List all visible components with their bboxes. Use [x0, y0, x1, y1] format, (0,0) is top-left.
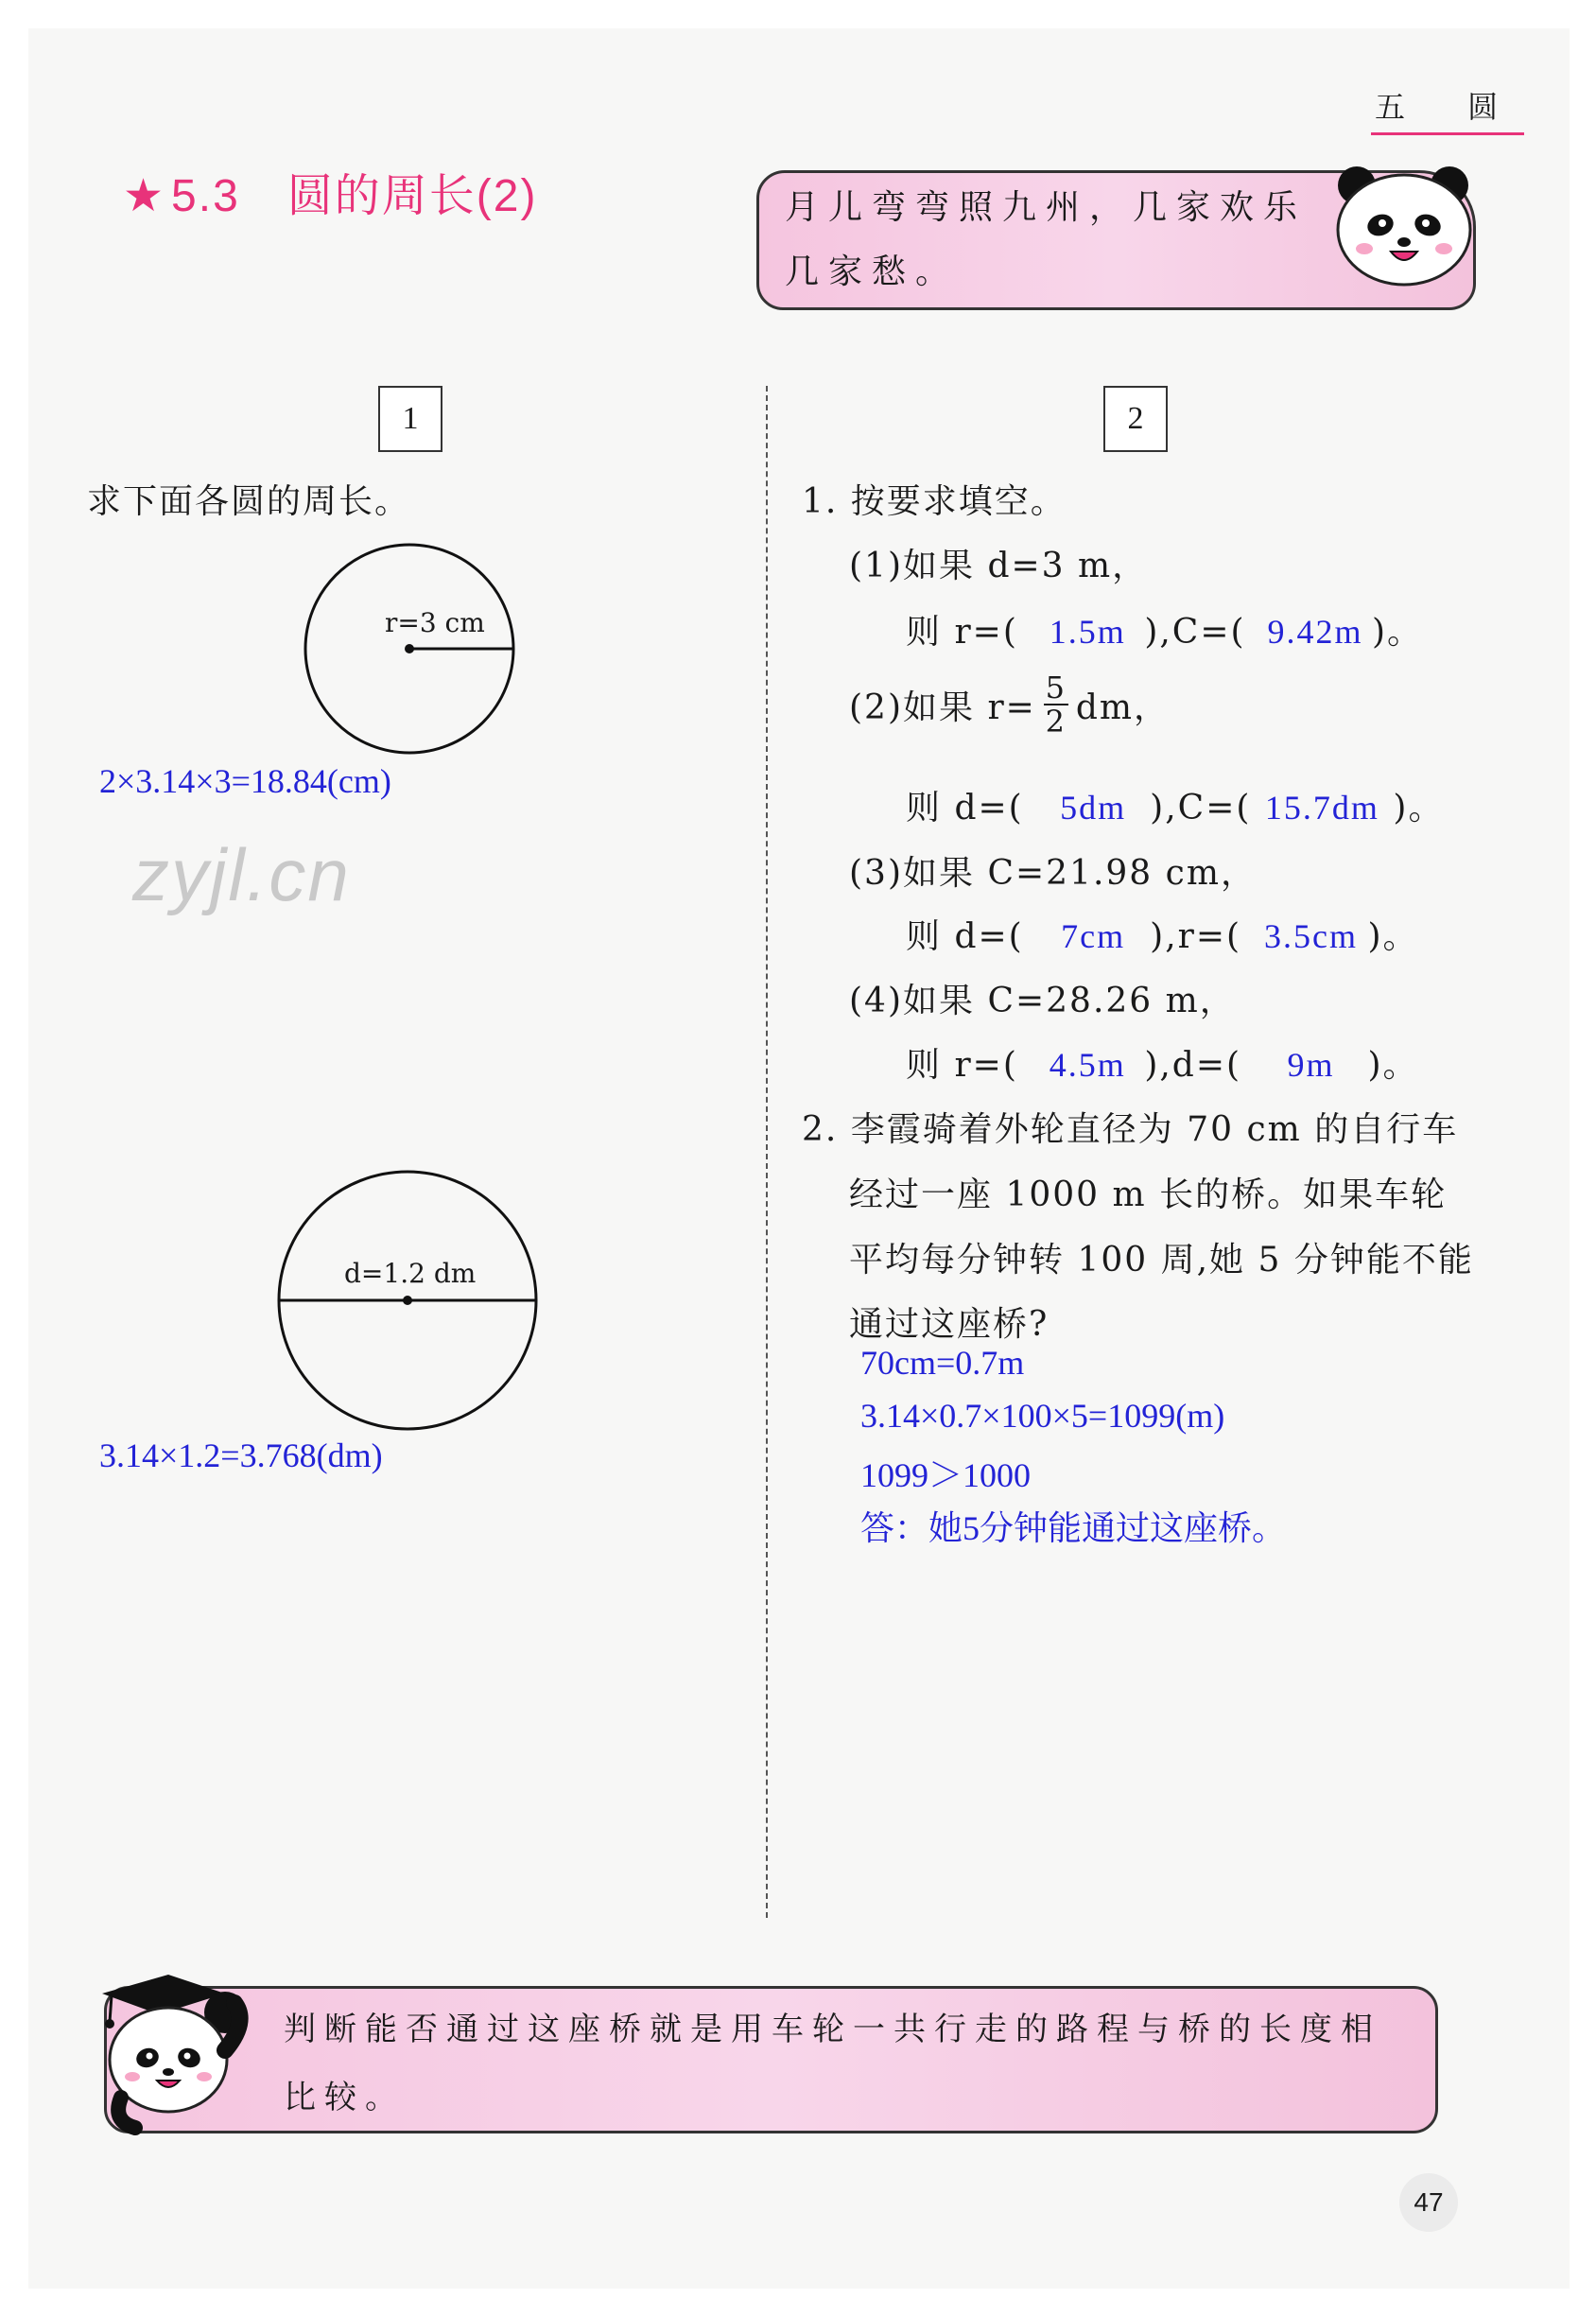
section-1-instruction: 求下面各圆的周长。	[87, 482, 411, 521]
q2-line-3: 平均每分钟转 100 周,她 5 分钟能不能	[849, 1241, 1474, 1280]
quote-text: 月儿弯弯照九州，几家欢乐几家愁。	[785, 188, 1308, 291]
circle2-answer: 3.14×1.2=3.768(dm)	[99, 1437, 383, 1474]
q1-3-d-answer: 7cm	[1061, 917, 1126, 955]
page	[28, 28, 1570, 2289]
q2-line-2: 经过一座 1000 m 长的桥。如果车轮	[849, 1175, 1448, 1214]
q1-1-answer-line: 则 r=( 1.5m ),C=( 9.42m )。	[906, 613, 1424, 652]
q1-3-r-answer: 3.5cm	[1264, 917, 1358, 955]
q1-1-condition: (1)如果 d=3 m，	[849, 547, 1149, 585]
q1-2-unit: dm，	[1075, 688, 1170, 727]
q2-answer-4: 答：她5分钟能通过这座桥。	[860, 1509, 1287, 1547]
lesson-number: 5.3	[171, 171, 240, 221]
circle1-answer: 2×3.14×3=18.84(cm)	[99, 762, 391, 800]
chapter-header: 五 圆	[1371, 83, 1524, 135]
lesson-title	[123, 159, 537, 224]
tip-text: 判断能否通过这座桥就是用车轮一共行走的路程与桥的长度相比较。	[284, 2011, 1381, 2116]
lesson-title-text: 圆的周长(2)	[286, 171, 538, 221]
q1-2-c-answer: 15.7dm	[1264, 789, 1379, 827]
column-divider	[766, 386, 768, 1918]
q1-2-answer-line: 则 d=( 5dm ),C=( 15.7dm )。	[906, 789, 1445, 827]
q1-3-condition: (3)如果 C=21.98 cm，	[849, 854, 1257, 893]
fraction	[1044, 671, 1068, 738]
section-1-box: 1	[378, 386, 442, 452]
q1-1-r-answer: 1.5m	[1049, 613, 1126, 651]
q1-4-condition: (4)如果 C=28.26 m，	[849, 982, 1236, 1020]
q2-line-1: 2. 李霞骑着外轮直径为 70 cm 的自行车	[802, 1110, 1459, 1149]
watermark: zyjl.cn	[132, 833, 351, 916]
q1-2-condition	[849, 671, 1170, 738]
panda-icon	[1328, 159, 1480, 291]
circle-radius-figure	[298, 537, 521, 760]
q2-answer-1: 70cm=0.7m	[860, 1344, 1025, 1382]
q1-2-d-answer: 5dm	[1060, 789, 1127, 827]
panda-graduate-icon	[83, 1965, 263, 2135]
q1-2-prefix: (2)如果 r=	[849, 688, 1036, 727]
page-number: 47	[1399, 2173, 1458, 2232]
q1-4-answer-line: 则 r=( 4.5m ),d=( 9m )。	[906, 1046, 1419, 1085]
q2-line-4: 通过这座桥?	[849, 1305, 1050, 1344]
q2-answer-2: 3.14×0.7×100×5=1099(m)	[860, 1397, 1225, 1435]
q2-answer-3: 1099＞1000	[860, 1456, 1032, 1494]
star-icon: ★	[123, 171, 166, 221]
q1-4-r-answer: 4.5m	[1049, 1046, 1126, 1084]
fraction-denominator: 2	[1045, 704, 1067, 740]
q1-title: 1. 按要求填空。	[802, 482, 1067, 521]
q1-1-c-answer: 9.42m	[1267, 613, 1363, 651]
circle1-label: r=3 cm	[385, 607, 485, 638]
circle2-label: d=1.2 dm	[344, 1258, 477, 1289]
q1-4-d-answer: 9m	[1287, 1046, 1335, 1084]
circle-diameter-figure	[272, 1165, 543, 1436]
fraction-numerator: 5	[1045, 670, 1067, 705]
section-2-box: 2	[1103, 386, 1168, 452]
q1-3-answer-line: 则 d=( 7cm ),r=( 3.5cm )。	[906, 917, 1419, 956]
